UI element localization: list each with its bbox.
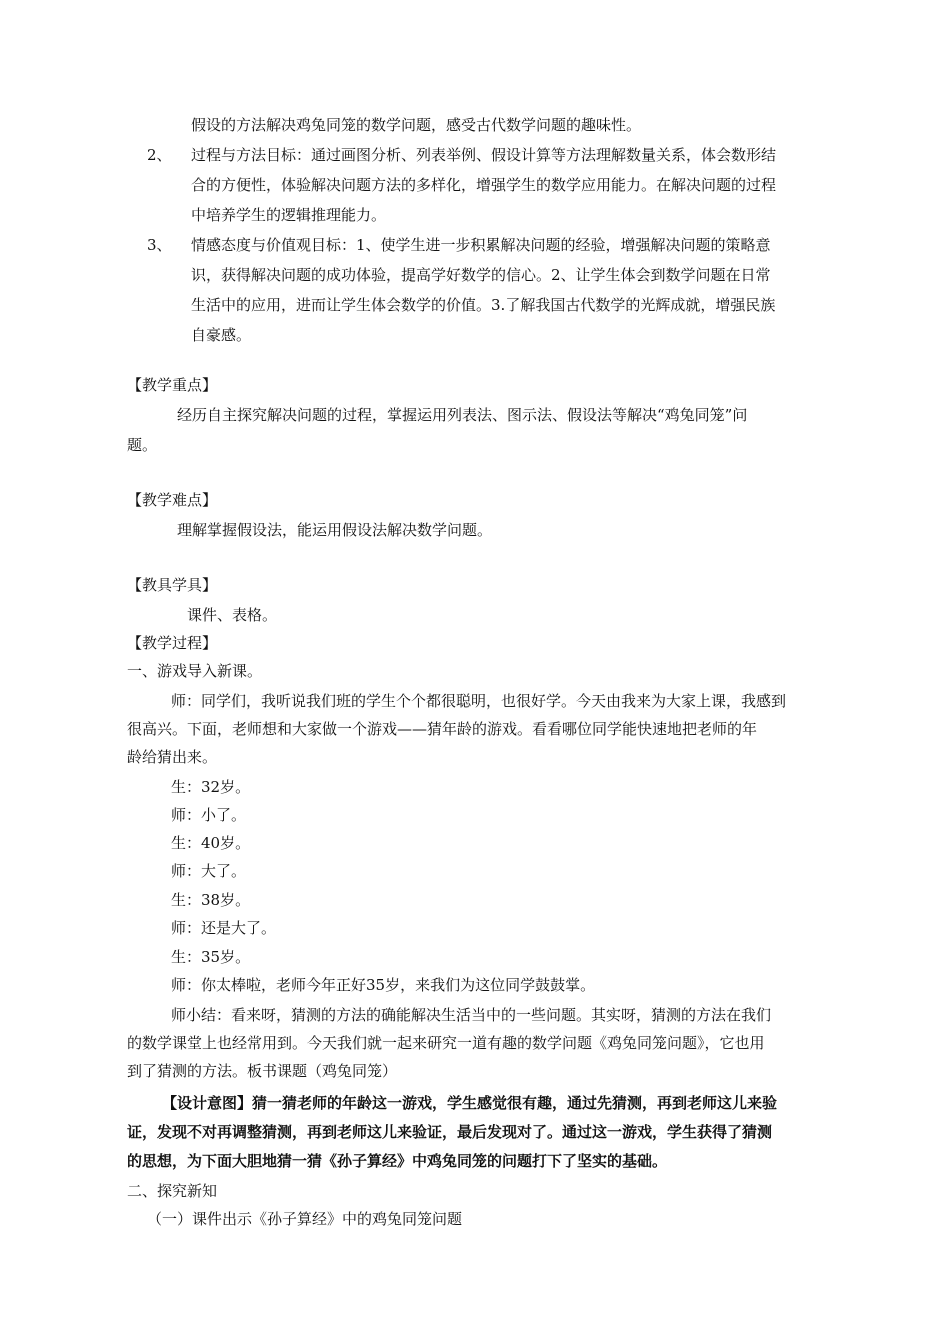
design-intent-line: 【设计意图】猜一猜老师的年龄这一游戏，学生感觉很有趣，通过先猜测，再到老师这儿来验 <box>162 1094 778 1112</box>
objective-3-line: 情感态度与价值观目标：1、使学生进一步积累解决问题的经验，增强解决问题的策略意 <box>191 236 771 254</box>
difficulties-heading: 【教学难点】 <box>127 491 218 509</box>
intro-line: 师：同学们，我听说我们班的学生个个都很聪明，也很好学。今天由我来为大家上课，我感到 <box>171 692 787 710</box>
section-1-heading: 一、游戏导入新课。 <box>127 662 263 680</box>
key-points-line: 经历自主探究解决问题的过程，掌握运用列表法、图示法、假设法等解决“鸡兔同笼”问 <box>177 406 748 424</box>
objective-3-line: 自豪感。 <box>191 326 252 344</box>
section-2-heading: 二、探究新知 <box>127 1182 218 1200</box>
summary-line: 的数学课堂上也经常用到。今天我们就一起来研究一道有趣的数学问题《鸡兔同笼问题》，它也用 <box>127 1034 765 1052</box>
objective-1-continuation: 假设的方法解决鸡兔同笼的数学问题，感受古代数学问题的趣味性。 <box>191 116 642 134</box>
dialogue-line: 师：还是大了。 <box>171 919 277 937</box>
difficulties-text: 理解掌握假设法，能运用假设法解决数学问题。 <box>177 521 493 539</box>
subsection-1-heading: （一）课件出示《孙子算经》中的鸡兔同笼问题 <box>147 1210 463 1228</box>
objective-2-line: 合的方便性，体验解决问题方法的多样化，增强学生的数学应用能力。在解决问题的过程 <box>191 176 777 194</box>
dialogue-line: 生：32岁。 <box>171 778 251 796</box>
objective-3-line: 识，获得解决问题的成功体验，提高学好数学的信心。2、让学生体会到数学问题在日常 <box>191 266 771 284</box>
intro-line: 龄给猜出来。 <box>127 748 218 766</box>
dialogue-line: 生：40岁。 <box>171 834 251 852</box>
dialogue-line: 师：小了。 <box>171 806 247 824</box>
process-heading: 【教学过程】 <box>127 634 218 652</box>
key-points-line: 题。 <box>127 436 158 454</box>
objective-2-line: 过程与方法目标：通过画图分析、列表举例、假设计算等方法理解数量关系，体会数形结 <box>191 146 777 164</box>
intro-line: 很高兴。下面，老师想和大家做一个游戏——猜年龄的游戏。看看哪位同学能快速地把老师的年 <box>127 720 758 738</box>
summary-line: 师小结：看来呀，猜测的方法的确能解决生活当中的一些问题。其实呀，猜测的方法在我们 <box>171 1006 772 1024</box>
objective-2-line: 中培养学生的逻辑推理能力。 <box>191 206 387 224</box>
objective-2-number: 2、 <box>147 146 172 164</box>
dialogue-line: 师：大了。 <box>171 862 247 880</box>
dialogue-line: 生：35岁。 <box>171 948 251 966</box>
objective-3-number: 3、 <box>147 236 172 254</box>
summary-line: 到了猜测的方法。板书课题（鸡兔同笼） <box>127 1062 398 1080</box>
dialogue-line: 师：你太棒啦，老师今年正好35岁，来我们为这位同学鼓鼓掌。 <box>171 976 596 994</box>
design-intent-line: 的思想，为下面大胆地猜一猜《孙子算经》中鸡兔同笼的问题打下了坚实的基础。 <box>127 1152 668 1170</box>
objective-3-line: 生活中的应用，进而让学生体会数学的价值。3.了解我国古代数学的光辉成就，增强民族 <box>191 296 776 314</box>
key-points-heading: 【教学重点】 <box>127 376 218 394</box>
tools-text: 课件、表格。 <box>187 606 278 624</box>
tools-heading: 【教具学具】 <box>127 576 218 594</box>
dialogue-line: 生：38岁。 <box>171 891 251 909</box>
design-intent-line: 证，发现不对再调整猜测，再到老师这儿来验证，最后发现对了。通过这一游戏，学生获得了猜测 <box>127 1123 773 1141</box>
